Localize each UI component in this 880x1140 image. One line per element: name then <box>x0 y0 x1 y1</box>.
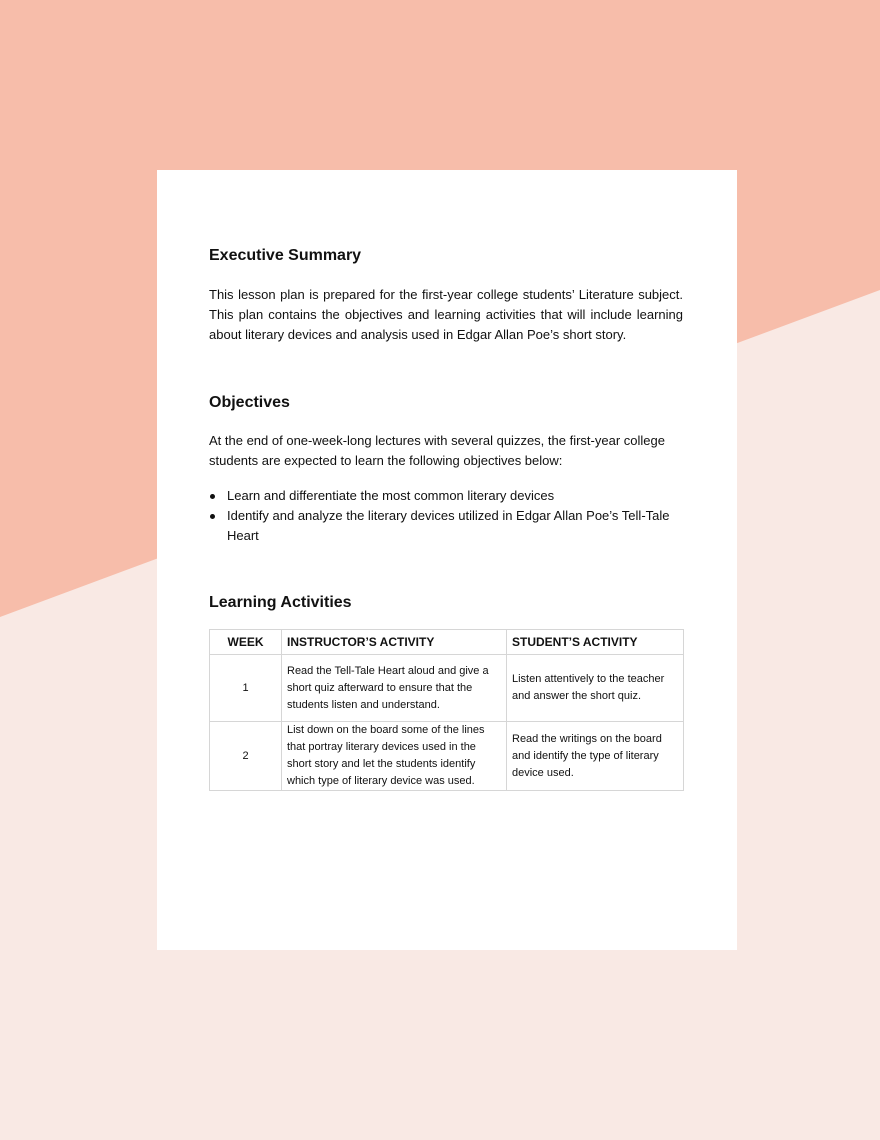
table-row <box>210 722 684 791</box>
learning-activities-table <box>209 629 684 791</box>
student-activity-cell: Read the writings on the board and identify the type of literary device used. <box>507 722 684 791</box>
objective-item <box>209 506 683 546</box>
bullet-icon <box>210 494 215 499</box>
instructor-activity-column-header: INSTRUCTOR’S ACTIVITY <box>282 630 507 655</box>
objectives-list <box>209 486 683 546</box>
objective-item-text: Learn and differentiate the most common literary devices <box>227 488 555 503</box>
document-page <box>157 170 737 950</box>
student-activity-cell: Listen attentively to the teacher and answer the short quiz. <box>507 655 684 722</box>
bullet-icon <box>210 514 215 519</box>
student-activity-column-header: STUDENT’S ACTIVITY <box>507 630 684 655</box>
executive-summary-text: This lesson plan is prepared for the first-year college students’ Literature subject. This plan contains the objectives and learning activities that will include learning about literary devices and analysis used in Edgar Allan Poe’s short story. <box>209 287 683 342</box>
instructor-activity-cell: List down on the board some of the lines that portray literary devices used in the short story and let the students identify which type of literary device was used. <box>282 722 507 791</box>
table-header-row <box>210 630 684 655</box>
table-row <box>210 655 684 722</box>
instructor-activity-cell: Read the Tell-Tale Heart aloud and give a short quiz afterward to ensure that the students listen and understand. <box>282 655 507 722</box>
learning-activities-heading: Learning Activities <box>209 594 352 611</box>
objectives-heading: Objectives <box>209 394 290 411</box>
week-cell: 2 <box>210 722 282 791</box>
executive-summary-heading: Executive Summary <box>209 247 362 264</box>
week-column-header: WEEK <box>210 630 282 655</box>
objectives-intro-text: At the end of one-week-long lectures with several quizzes, the first-year college students are expected to learn the following objectives below: <box>209 433 665 468</box>
document-content <box>209 244 683 791</box>
week-cell: 1 <box>210 655 282 722</box>
objective-item <box>209 486 683 506</box>
objective-item-text: Identify and analyze the literary devices utilized in Edgar Allan Poe’s Tell-Tale Heart <box>227 508 670 543</box>
